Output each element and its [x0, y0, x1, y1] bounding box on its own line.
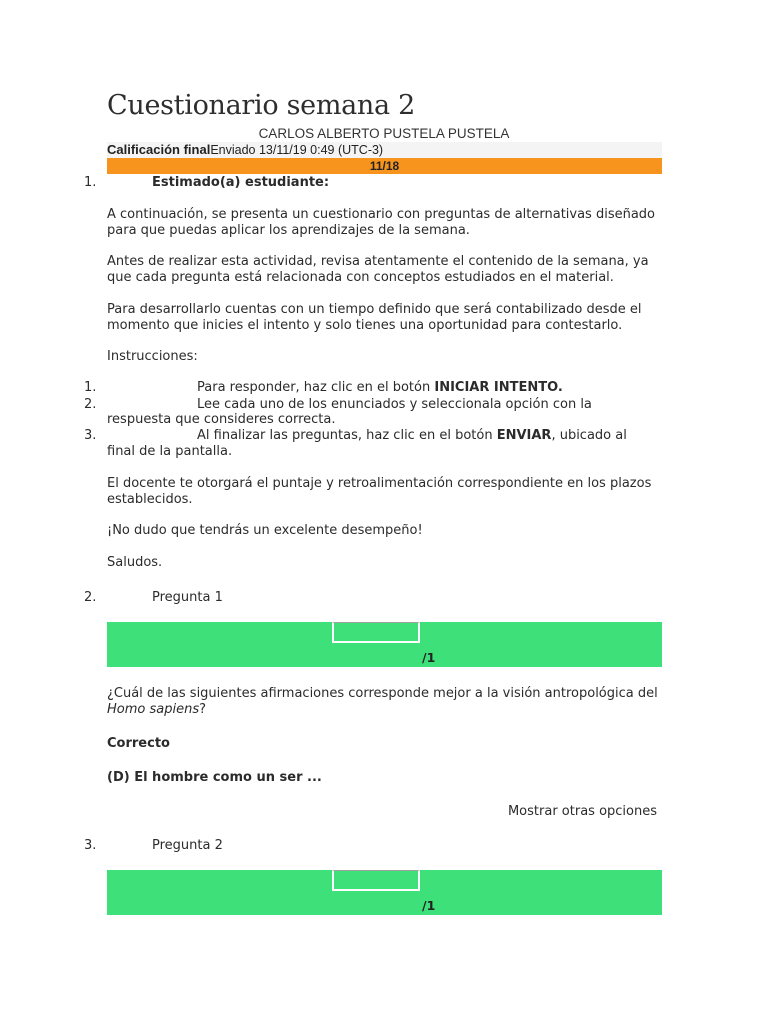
step-text-cont: respuesta que consideres correcta.: [107, 412, 336, 427]
step-number: 2.: [84, 397, 97, 412]
score-input-box: [332, 622, 420, 643]
item-number: 2.: [84, 590, 97, 605]
page-title: Cuestionario semana 2: [107, 90, 415, 121]
selected-answer: (D) El hombre como un ser ...: [107, 770, 322, 785]
step-text-post: , ubicado al: [551, 428, 627, 443]
question-text-pre: ¿Cuál de las siguientes afirmaciones corresponde mejor a la visión antropológica del: [107, 686, 658, 701]
student-name: CARLOS ALBERTO PUSTELA PUSTELA: [258, 126, 510, 141]
instructions-label: Instrucciones:: [107, 349, 198, 364]
step-text-cont: final de la pantalla.: [107, 444, 233, 459]
intro-paragraph: Para desarrollarlo cuentas con un tiempo definido que será contabilizado desde el momento que inicies el intento y solo tienes una oportunidad para contestarlo.: [107, 302, 642, 333]
step-bold: ENVIAR: [496, 428, 552, 443]
step-text: Lee cada uno de los enunciados y seleccionala opción con la: [197, 397, 592, 412]
step-bold: INICIAR INTENTO.: [434, 380, 563, 395]
step-number: 3.: [84, 428, 97, 443]
question-text: [107, 686, 667, 717]
question-text-em: Homo sapiens: [107, 701, 200, 717]
question-score: /1: [422, 898, 436, 913]
question-label: Pregunta 2: [152, 838, 223, 853]
show-more-options-link[interactable]: Mostrar otras opciones: [507, 804, 657, 819]
item-number: 1.: [84, 175, 97, 190]
item-number: 3.: [84, 838, 97, 853]
grade-label: Calificación final: [107, 142, 211, 157]
score-input-box: [332, 870, 420, 891]
question-label: Pregunta 1: [152, 590, 223, 605]
final-score: 11/18: [369, 159, 400, 173]
question-score: /1: [422, 650, 436, 665]
question-text-post: ?: [199, 701, 206, 717]
score-bar: [107, 158, 662, 174]
intro-paragraph: Antes de realizar esta actividad, revisa atentamente el contenido de la semana, ya que cada pregunta está relacionada con conceptos estudiados en el material.: [107, 254, 649, 285]
step-text: [197, 428, 667, 444]
intro-paragraph: El docente te otorgará el puntaje y retroalimentación correspondiente en los plazos establecidos.: [107, 476, 652, 507]
grade-row: [107, 142, 383, 158]
sent-date: Enviado 13/11/19 0:49 (UTC-3): [210, 143, 384, 157]
intro-paragraph: Saludos.: [107, 555, 163, 570]
step-text: [197, 380, 667, 396]
intro-heading: Estimado(a) estudiante:: [152, 175, 330, 190]
result-label: Correcto: [107, 736, 170, 751]
intro-paragraph: A continuación, se presenta un cuestionario con preguntas de alternativas diseñado para que puedas aplicar los aprendizajes de la semana.: [107, 207, 656, 238]
step-text-pre: Para responder, haz clic en el botón: [197, 380, 435, 395]
step-text-pre: Al finalizar las preguntas, haz clic en el botón: [197, 428, 497, 443]
question-score-bar: [107, 870, 662, 915]
question-score-bar: [107, 622, 662, 667]
step-number: 1.: [84, 380, 97, 395]
intro-paragraph: ¡No dudo que tendrás un excelente desempeño!: [107, 523, 423, 538]
